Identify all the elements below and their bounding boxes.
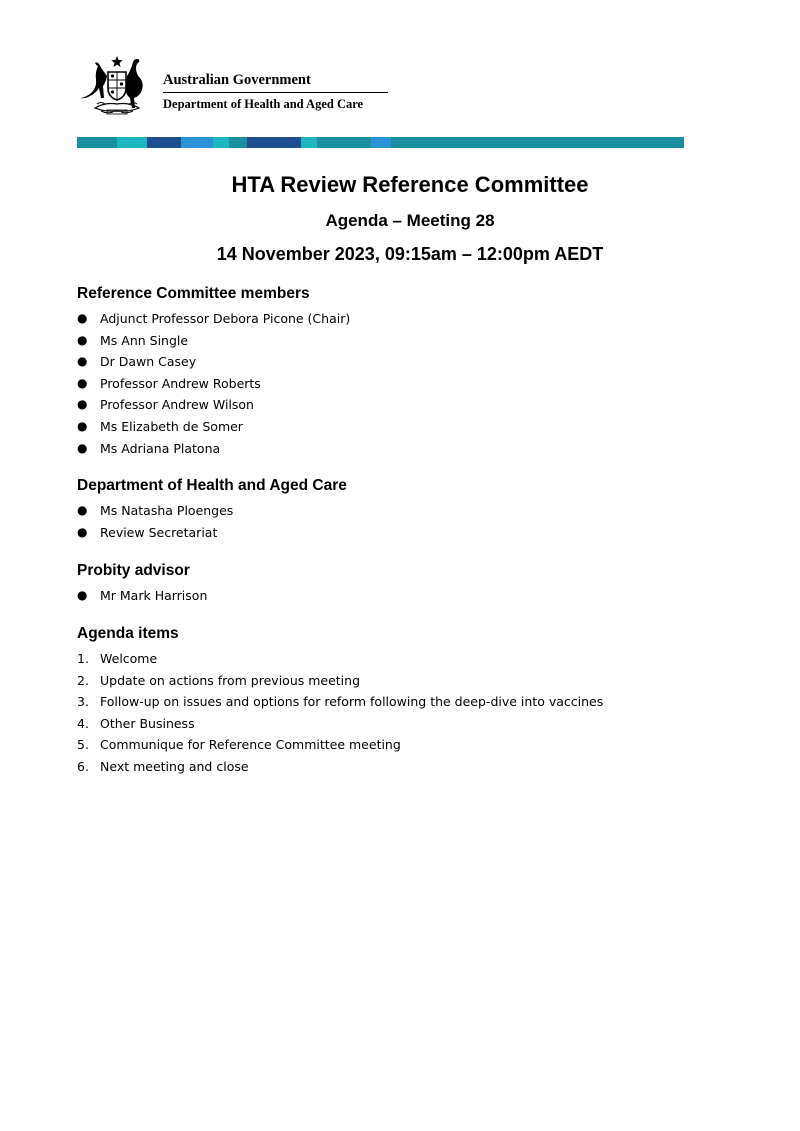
strip-segment [301,137,317,148]
agenda-item-text: Communique for Reference Committee meeting [100,737,401,753]
list-item [77,308,697,330]
agenda-item-text: Update on actions from previous meeting [100,672,361,688]
agenda-item-text: Next meeting and close [100,758,249,774]
document-subtitle: Agenda – Meeting 28 [325,211,495,230]
list-item [77,438,697,460]
agenda-item-text: Welcome [100,651,158,666]
list-item-text: Adjunct Professor Debora Picone (Chair) [100,311,351,326]
list-item [77,585,697,607]
strip-segment [391,137,684,148]
list-item-text: Ms Ann Single [100,332,189,348]
bullet-icon: ● [77,332,88,347]
list-item-text: Professor Andrew Roberts [100,375,261,391]
members-section [77,284,697,459]
list-item-text: Mr Mark Harrison [100,588,208,603]
list-item-text: Dr Dawn Casey [100,354,197,370]
colour-strip [77,137,684,148]
bullet-icon: ● [77,588,88,602]
government-name: Australian Government [163,72,388,93]
list-item [77,416,697,438]
list-item-text: Review Secretariat [100,524,218,540]
item-number: 2. [77,672,89,688]
strip-segment [247,137,301,148]
agenda-section [77,624,697,778]
bullet-icon: ● [77,524,88,539]
strip-segment [147,137,181,148]
probity-list [77,585,697,607]
bullet-icon: ● [77,503,88,517]
list-item [77,373,697,395]
coat-of-arms-icon [77,54,157,118]
department-section [77,476,697,543]
agenda-list [77,648,697,778]
bullet-icon: ● [77,418,88,433]
item-number: 5. [77,737,89,753]
government-logo [77,54,397,118]
strip-segment [371,137,391,148]
list-item-text: Ms Elizabeth de Somer [100,418,243,434]
meeting-date: 14 November 2023, 09:15am – 12:00pm AEDT [216,244,604,264]
probity-section [77,561,697,607]
list-item-text: Professor Andrew Wilson [100,397,254,413]
department-name: Department of Health and Aged Care [163,97,364,111]
agenda-item-text: Follow-up on issues and options for reform following the deep-dive into vaccines [100,694,604,710]
agenda-item [77,691,697,713]
bullet-icon: ● [77,375,88,390]
department-list [77,500,697,543]
strip-segment [229,137,247,148]
agenda-item [77,670,697,692]
strip-segment [117,137,147,148]
item-number: 6. [77,758,89,774]
document-title: HTA Review Reference Committee [231,172,589,197]
item-number: 3. [77,694,89,710]
government-wordmark [163,72,388,112]
section-heading: Reference Committee members [77,285,310,302]
list-item [77,500,697,522]
strip-segment [317,137,371,148]
agenda-item [77,734,697,756]
list-item [77,522,697,544]
strip-segment [77,137,117,148]
item-number: 4. [77,715,89,731]
list-item-text: Ms Natasha Ploenges [100,503,234,518]
bullet-icon: ● [77,354,88,369]
agenda-item [77,713,697,735]
strip-segment [213,137,229,148]
list-item [77,330,697,352]
list-item-text: Ms Adriana Platona [100,440,221,456]
members-list [77,308,697,459]
bullet-icon: ● [77,440,88,455]
bullet-icon: ● [77,397,88,412]
agenda-item [77,648,697,670]
section-heading: Department of Health and Aged Care [77,477,347,494]
list-item [77,394,697,416]
section-heading: Agenda items [77,625,179,642]
list-item [77,351,697,373]
agenda-item [77,756,697,778]
strip-segment [181,137,213,148]
agenda-item-text: Other Business [100,715,195,731]
bullet-icon: ● [77,311,88,325]
item-number: 1. [77,651,89,666]
section-heading: Probity advisor [77,562,190,579]
